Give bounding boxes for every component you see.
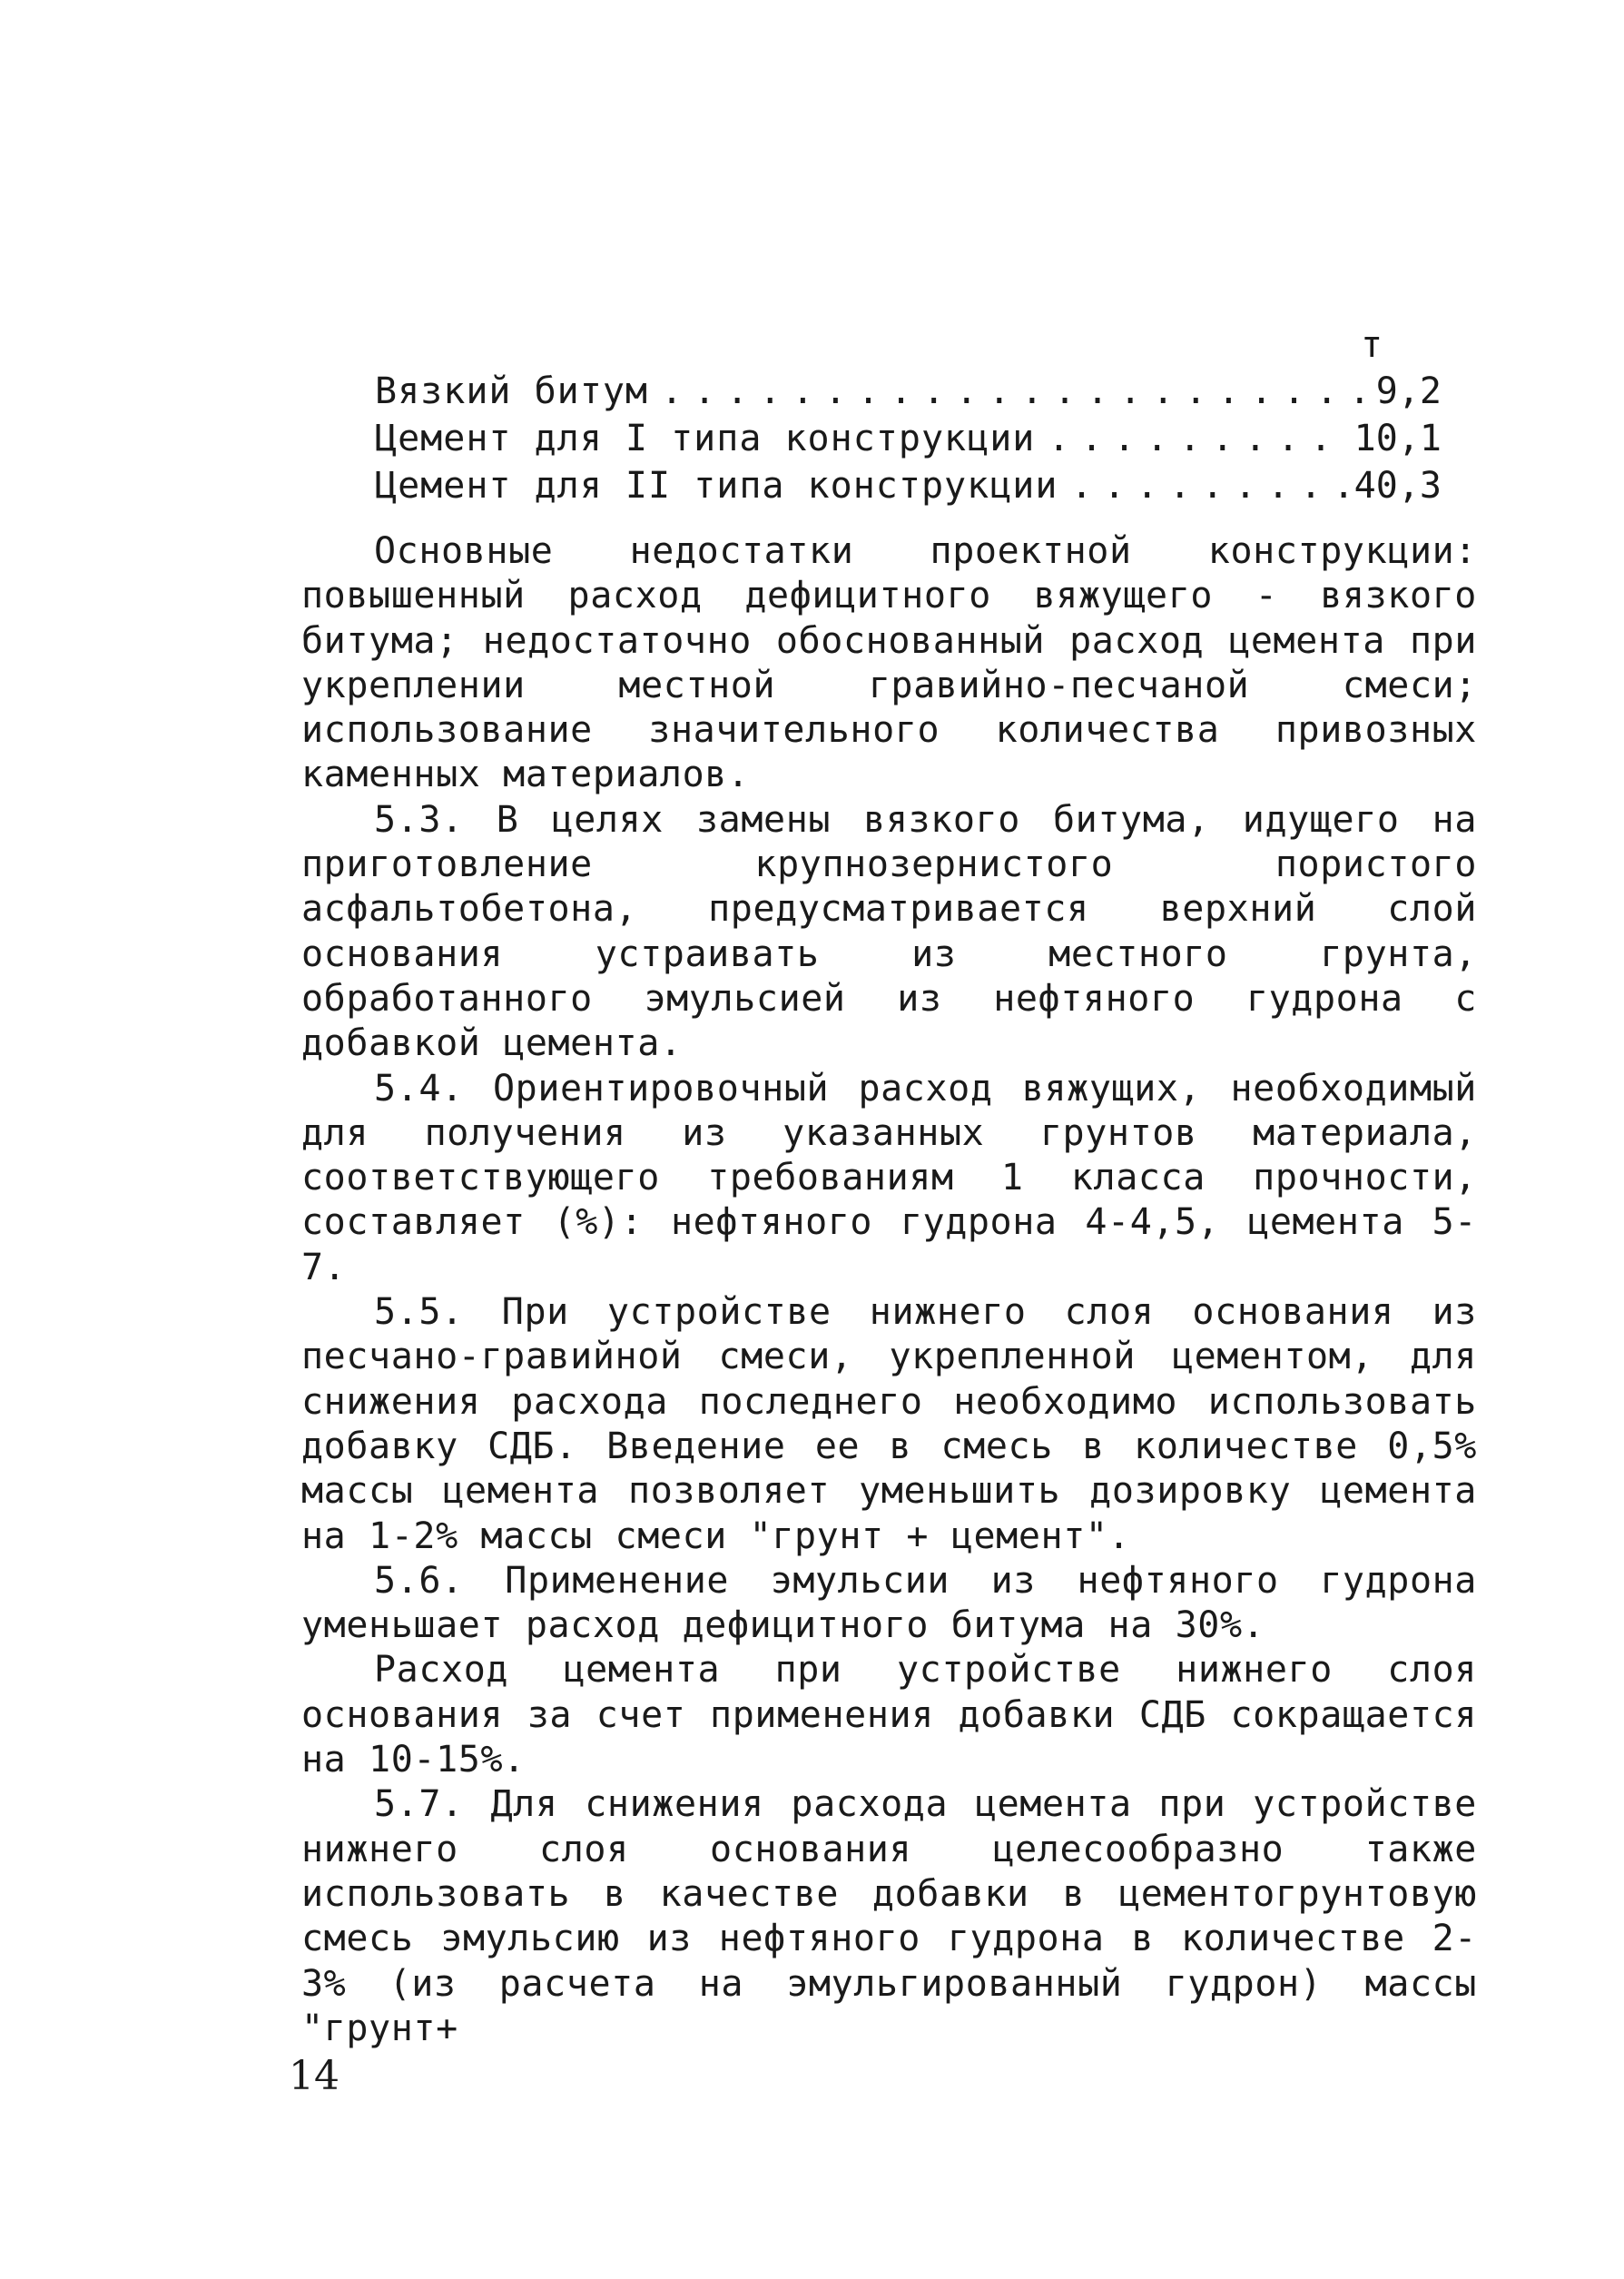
unit-label: т <box>1361 324 1383 366</box>
material-value: 9,2 <box>1375 370 1442 412</box>
paragraph-5-4: 5.4. Ориентировочный расход вяжущих, необходимый для получения из указанных грунтов материала, соответствующего требованиям 1 класса прочности, составляет (%): нефтяного гудрона 4-4,5, цемента 5-7. <box>301 1067 1477 1288</box>
material-value: 10,1 <box>1353 418 1442 459</box>
paragraph-5-3: 5.3. В целях замены вязкого битума, идущего на приготовление крупнозернистого пористого асфальтобетона, предусматривается верхний слой основания устраивать из местного грунта, обработанного эмульсией из нефтяного гудрона с добавкой цемента. <box>301 798 1477 1065</box>
material-name: Вязкий битум <box>375 370 648 412</box>
material-name: Цемент для II типа конструкции <box>375 465 1058 507</box>
dot-leader <box>648 368 1369 415</box>
paragraph-5-5: 5.5. При устройстве нижнего слоя основания из песчано-гравийной смеси, укрепленной цементом, для снижения расхода последнего необходимо использовать добавку СДБ. Введение ее в смесь в количестве 0,5% массы цемента позволяет уменьшить дозировку цемента на 1-2% массы смеси "грунт + цемент". <box>301 1291 1477 1557</box>
material-name: Цемент для I типа конструкции <box>375 418 1036 459</box>
materials-list <box>375 368 1442 509</box>
material-row <box>375 415 1442 462</box>
material-value: 40,3 <box>1353 465 1442 507</box>
paragraph-5-7: 5.7. Для снижения расхода цемента при устройстве нижнего слоя основания целесообразно также использовать в качестве добавки в цементогрунтовую смесь эмульсию из нефтяного гудрона в количестве 2-3% (из расчета на эмульгированный гудрон) массы "грунт+ <box>301 1783 1477 2049</box>
material-row <box>375 462 1442 509</box>
dot-leader <box>1058 462 1346 509</box>
paragraph-5-6: 5.6. Применение эмульсии из нефтяного гудрона уменьшает расход дефицитного битума на 30%. <box>301 1559 1477 1647</box>
paragraph-cement-reduction: Расход цемента при устройстве нижнего слоя основания за счет применения добавки СДБ сокращается на 10-15%. <box>301 1649 1477 1781</box>
material-row <box>375 368 1442 415</box>
page-number: 14 <box>289 2053 340 2099</box>
body-text <box>301 529 1477 2051</box>
dot-leader <box>1035 415 1346 462</box>
paragraph-shortcomings: Основные недостатки проектной конструкции: повышенный расход дефицитного вяжущего - вязкого битума; недостаточно обоснованный расход цемента при укреплении местной гравийно-песчаной смеси; использование значительного количества привозных каменных материалов. <box>301 530 1477 796</box>
